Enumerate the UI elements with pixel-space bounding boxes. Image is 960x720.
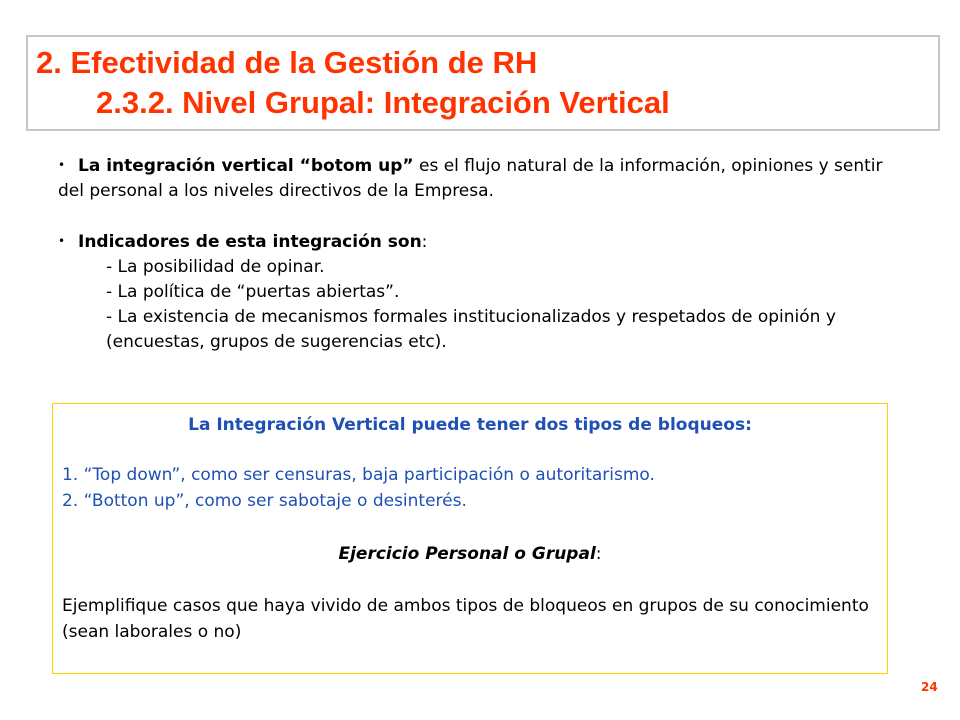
paragraph-bottom-up [58,153,898,204]
exercise-title-text: Ejercicio Personal o Grupal [338,544,596,564]
title-box [26,35,940,131]
indicators-heading: Indicadores de esta integración son [78,232,422,252]
slide-subtitle: 2.3.2. Nivel Grupal: Integración Vertical [96,85,670,120]
indicators-colon: : [421,232,428,252]
paragraph-bottom-up-lead: La integración vertical “botom up” [78,156,414,176]
paragraph-bottom-up-text: es el flujo natural de la información, opiniones y sentir del personal a los niveles directivos de la Empresa. [58,156,883,201]
slide-title: 2. Efectividad de la Gestión de RH [36,45,538,80]
indicator-item: - La existencia de mecanismos formales institucionalizados y respetados de opinión y (encuestas, grupos de sugerencias etc). [106,307,836,352]
paragraph-indicators [58,229,898,255]
blockage-box [52,403,888,674]
body-text [58,153,898,355]
blockage-item-top-down: 1. “Top down”, como ser censuras, baja participación o autoritarismo. [62,465,655,485]
page-number: 24 [921,680,938,694]
exercise-text: Ejemplifique casos que haya vivido de ambos tipos de bloqueos en grupos de su conocimiento (sean laborales o no) [62,596,869,642]
indicator-item: - La posibilidad de opinar. [106,257,325,277]
blockage-item-bottom-up: 2. “Botton up”, como ser sabotaje o desinterés. [62,491,467,511]
exercise-title [53,541,887,567]
indicators-list [58,255,898,355]
exercise-title-colon: : [595,544,602,564]
bullet-icon: • [58,234,66,248]
blockage-heading: La Integración Vertical puede tener dos tipos de bloqueos: [188,415,752,435]
indicator-item: - La política de “puertas abiertas”. [106,282,400,302]
bullet-icon: • [58,158,66,172]
